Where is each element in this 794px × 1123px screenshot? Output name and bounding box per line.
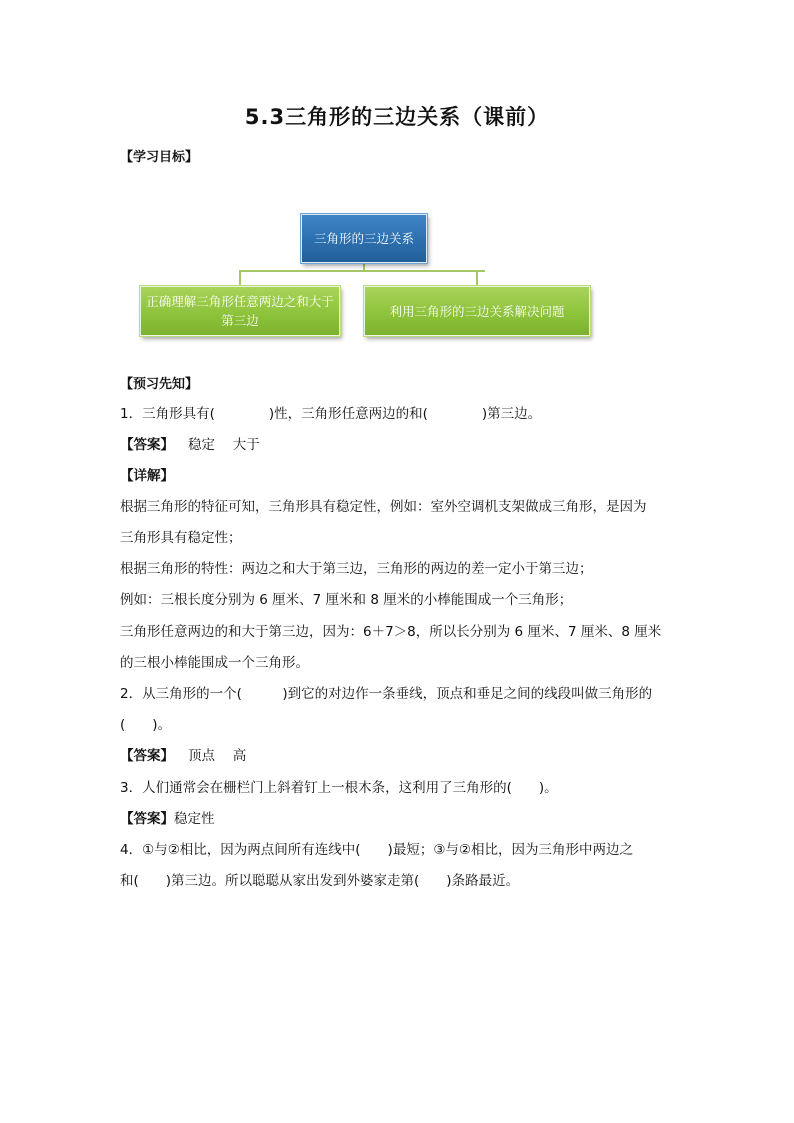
question-2-line-1: 2．从三角形的一个( )到它的对边作一条垂线，顶点和垂足之间的线段叫做三角形的 [120, 686, 653, 702]
detail-label: 【详解】 [120, 468, 174, 484]
diagram-child-node-2: 利用三角形的三边关系解决问题 [364, 286, 590, 336]
connector-right [476, 270, 478, 286]
detail-line-1: 根据三角形的特征可知，三角形具有稳定性，例如：室外空调机支架做成三角形，是因为 [120, 499, 647, 515]
section-preview: 【预习先知】 [120, 377, 199, 392]
diagram-child-node-1: 正确理解三角形任意两边之和大于第三边 [140, 286, 340, 336]
answer-tag: 【答案】 [120, 811, 174, 827]
detail-line-4: 例如：三根长度分别为 6 厘米、7 厘米和 8 厘米的小棒能围成一个三角形； [120, 592, 573, 608]
question-2-line-2: ( )。 [120, 717, 172, 733]
answer-3 [120, 809, 215, 829]
answer-2-text: 顶点 高 [188, 748, 247, 764]
answer-2 [120, 746, 246, 766]
detail-line-3: 根据三角形的特性：两边之和大于第三边，三角形的两边的差一定小于第三边； [120, 561, 593, 577]
answer-1 [120, 435, 260, 455]
connector-left [239, 270, 241, 286]
answer-tag: 【答案】 [120, 437, 174, 453]
question-1: 1．三角形具有( )性，三角形任意两边的和( )第三边。 [120, 406, 542, 422]
answer-1-text: 稳定 大于 [188, 437, 260, 453]
detail-line-2: 三角形具有稳定性； [120, 530, 242, 546]
page-title: 5.3三角形的三边关系（课前） [244, 105, 550, 129]
connector-horizontal [239, 270, 485, 272]
question-3: 3．人们通常会在栅栏门上斜着钉上一根木条，这利用了三角形的( )。 [120, 780, 558, 796]
answer-tag: 【答案】 [120, 748, 174, 764]
section-learning-goals: 【学习目标】 [120, 150, 199, 165]
diagram-root-node: 三角形的三边关系 [301, 214, 427, 263]
question-4-line-1: 4．①与②相比，因为两点间所有连线中( )最短；③与②相比，因为三角形中两边之 [120, 842, 634, 858]
detail-line-5: 三角形任意两边的和大于第三边，因为：6＋7＞8，所以长分别为 6 厘米、7 厘米、8 厘米 [120, 624, 662, 640]
detail-line-6: 的三根小棒能围成一个三角形。 [120, 655, 309, 671]
answer-3-text: 稳定性 [174, 811, 215, 827]
question-4-line-2: 和( )第三边。所以聪聪从家出发到外婆家走第( )条路最近。 [120, 873, 520, 889]
